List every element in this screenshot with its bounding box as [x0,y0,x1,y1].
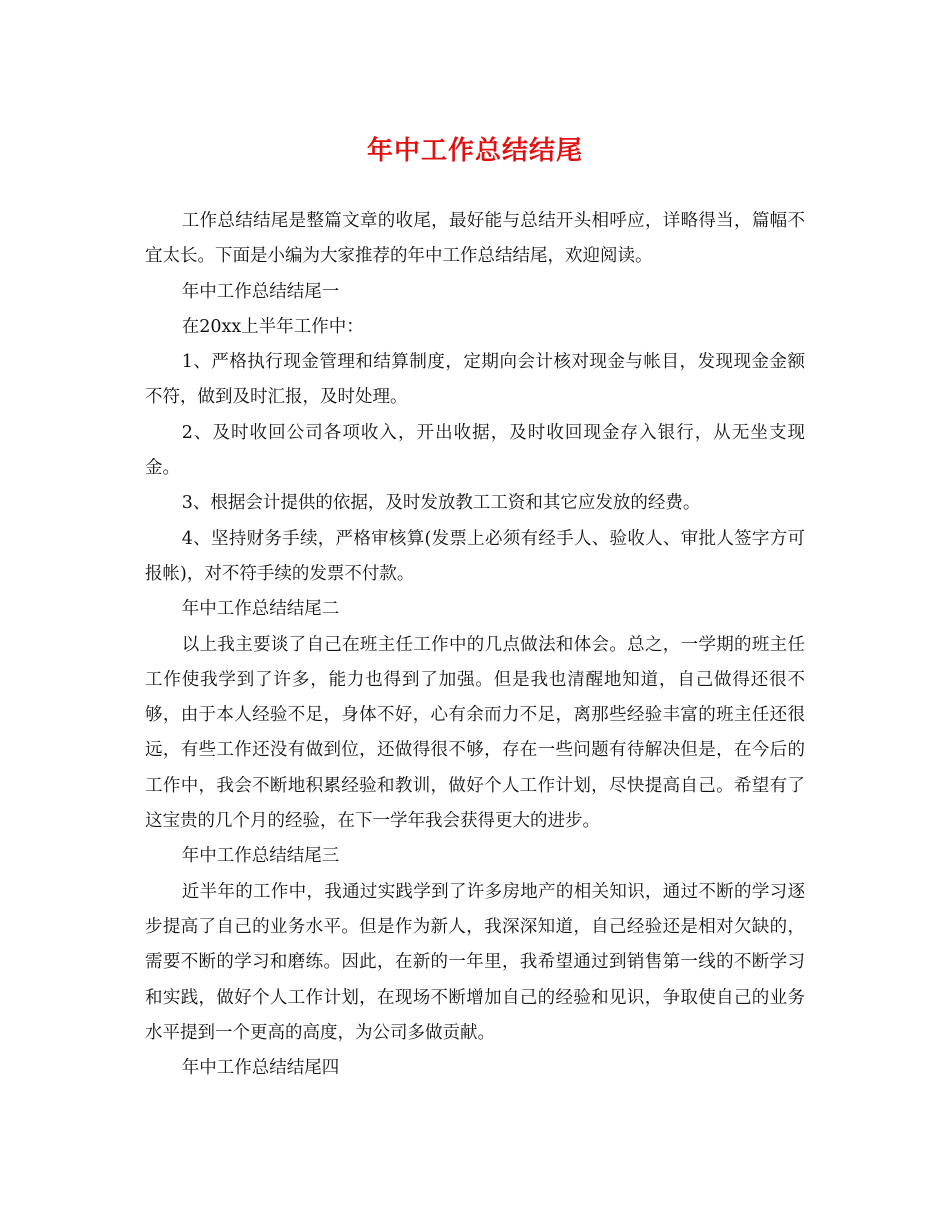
section-heading-2: 年中工作总结结尾二 [181,599,340,620]
section-1-item-2: 2、及时收回公司各项收入，开出收据，及时收回现金存入银行，从无坐支现金。 [145,422,805,479]
intro-paragraph: 工作总结结尾是整篇文章的收尾，最好能与总结开头相呼应，详略得当，篇幅不宜太长。下面是小编为大家推荐的年中工作总结结尾，欢迎阅读。 [145,211,805,267]
section-heading-1: 年中工作总结结尾一 [181,281,340,302]
section-heading-4: 年中工作总结结尾四 [181,1058,340,1079]
section-1-item-1: 1、严格执行现金管理和结算制度，定期向会计核对现金与帐目，发现现金金额不符，做到及时汇报，及时处理。 [145,352,805,408]
document-body [145,204,805,1086]
section-2-paragraph: 以上我主要谈了自己在班主任工作中的几点做法和体会。总之，一学期的班主任工作使我学到了许多，能力也得到了加强。但是我也清醒地知道，自己做得还很不够，由于本人经验不足，身体不好，心有余而力不足，离那些经验丰富的班主任还很远，有些工作还没有做到位，还做得很不够，存在一些问题有待解决但是，在今后的工作中，我会不断地积累经验和教训，做好个人工作计划，尽快提高自己。希望有了这宝贵的几个月的经验，在下一学年我会获得更大的进步。 [145,634,805,832]
section-1-item-3: 3、根据会计提供的依据，及时发放教工工资和其它应发放的经费。 [181,493,701,514]
section-1-lead: 在20xx上半年工作中： [181,316,364,337]
section-1-item-4: 4、坚持财务手续，严格审核算(发票上必须有经手人、验收人、审批人签字方可报帐)，对不符手续的发票不付款。 [145,528,805,584]
document-title: 年中工作总结结尾 [366,136,583,166]
section-3-paragraph: 近半年的工作中，我通过实践学到了许多房地产的相关知识，通过不断的学习逐步提高了自己的业务水平。但是作为新人，我深深知道，自己经验还是相对欠缺的，需要不断的学习和磨练。因此，在新的一年里，我希望通过到销售第一线的不断学习和实践，做好个人工作计划，在现场不断增加自己的经验和见识，争取使自己的业务水平提到一个更高的高度，为公司多做贡献。 [145,881,805,1043]
section-heading-3: 年中工作总结结尾三 [181,846,340,867]
